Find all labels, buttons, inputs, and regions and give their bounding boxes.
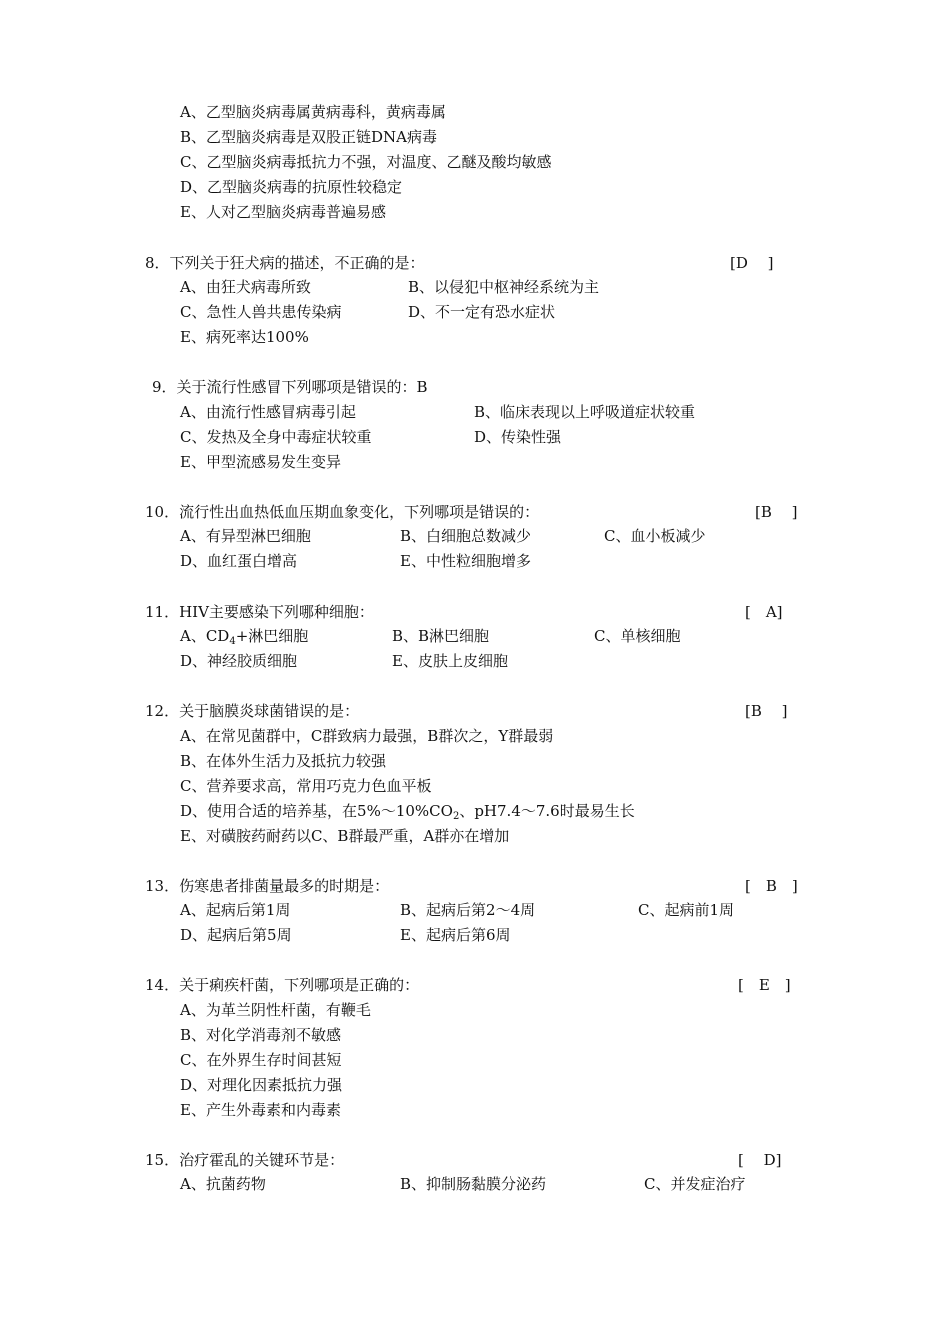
q9-option-d: D、传染性强 xyxy=(474,428,562,446)
q10-option-b: B、白细胞总数减少 xyxy=(400,527,532,545)
q8-option-c: C、急性人兽共患传染病 xyxy=(180,303,342,321)
q10-option-e: E、中性粒细胞增多 xyxy=(400,552,531,570)
q14-option-d: D、对理化因素抵抗力强 xyxy=(180,1076,343,1094)
q9-option-b: B、临床表现以上呼吸道症状较重 xyxy=(474,403,696,421)
q14-stem: 14．关于痢疾杆菌，下列哪项是正确的： xyxy=(145,976,420,994)
q7-option-e: E、人对乙型脑炎病毒普遍易感 xyxy=(180,203,386,221)
q12-option-c: C、营养要求高，常用巧克力色血平板 xyxy=(180,777,432,795)
q8-option-e: E、病死率达100% xyxy=(180,328,309,346)
q9-stem: 9．关于流行性感冒下列哪项是错误的：B xyxy=(152,378,428,396)
q13-option-d: D、起病后第5周 xyxy=(180,926,292,944)
q14-option-e: E、产生外毒素和内毒素 xyxy=(180,1101,341,1119)
q13-option-b: B、起病后第2～4周 xyxy=(400,901,536,919)
q11-answer: [ A] xyxy=(745,603,783,621)
q12-answer: [B ] xyxy=(745,702,788,720)
q8-option-d: D、不一定有恐水症状 xyxy=(408,303,556,321)
q11-option-a: A、$CD_4+$淋巴细胞 xyxy=(180,627,309,647)
q11-option-b: B、B淋巴细胞 xyxy=(392,627,490,645)
q10-answer: [B ] xyxy=(755,503,798,521)
q9-option-a: A、由流行性感冒病毒引起 xyxy=(180,403,356,421)
q10-option-c: C、血小板减少 xyxy=(604,527,706,545)
q14-option-a: A、为革兰阴性杆菌，有鞭毛 xyxy=(180,1001,371,1019)
q12-option-b: B、在体外生活力及抵抗力较强 xyxy=(180,752,387,770)
q8-answer: [D ] xyxy=(730,254,774,272)
q10-option-a: A、有异型淋巴细胞 xyxy=(180,527,311,545)
q15-stem: 15．治疗霍乱的关键环节是： xyxy=(145,1151,345,1169)
q15-answer: [ D] xyxy=(738,1151,782,1169)
q11-option-d: D、神经胶质细胞 xyxy=(180,652,298,670)
q10-stem: 10．流行性出血热低血压期血象变化，下列哪项是错误的： xyxy=(145,503,540,521)
q13-option-e: E、起病后第6周 xyxy=(400,926,511,944)
q9-option-c: C、发热及全身中毒症状较重 xyxy=(180,428,372,446)
q8-stem: 8．下列关于狂犬病的描述，不正确的是： xyxy=(145,254,425,272)
q13-answer: [ B ] xyxy=(745,877,798,895)
q15-option-a: A、抗菌药物 xyxy=(180,1175,266,1193)
q10-option-d: D、血红蛋白增高 xyxy=(180,552,298,570)
q11-stem: 11．HIV主要感染下列哪种细胞： xyxy=(145,603,374,621)
q12-option-e: E、对磺胺药耐药以C、B群最严重，A群亦在增加 xyxy=(180,827,510,845)
q7-option-a: A、乙型脑炎病毒属黄病毒科，黄病毒属 xyxy=(180,103,446,121)
q14-option-c: C、在外界生存时间甚短 xyxy=(180,1051,342,1069)
q8-option-b: B、以侵犯中枢神经系统为主 xyxy=(408,278,600,296)
q13-stem: 13．伤寒患者排菌量最多的时期是： xyxy=(145,877,390,895)
q11-option-c: C、单核细胞 xyxy=(594,627,681,645)
q14-option-b: B、对化学消毒剂不敏感 xyxy=(180,1026,342,1044)
q14-answer: [ E ] xyxy=(738,976,791,994)
q7-option-d: D、乙型脑炎病毒的抗原性较稳定 xyxy=(180,178,403,196)
q12-option-a: A、在常见菌群中，C群致病力最强，B群次之，Y群最弱 xyxy=(180,727,554,745)
q15-option-c: C、并发症治疗 xyxy=(644,1175,746,1193)
q13-option-c: C、起病前1周 xyxy=(638,901,735,919)
q12-option-d: D、使用合适的培养基，在$5\%\sim 10\%CO_2$、pH7.4～7.6时最易生长 xyxy=(180,802,635,822)
q12-stem: 12．关于脑膜炎球菌错误的是： xyxy=(145,702,360,720)
q7-option-b: B、乙型脑炎病毒是双股正链DNA病毒 xyxy=(180,128,438,146)
q15-option-b: B、抑制肠黏膜分泌药 xyxy=(400,1175,547,1193)
q11-option-e: E、皮肤上皮细胞 xyxy=(392,652,508,670)
q9-option-e: E、甲型流感易发生变异 xyxy=(180,453,341,471)
q8-option-a: A、由狂犬病毒所致 xyxy=(180,278,311,296)
q13-option-a: A、起病后第1周 xyxy=(180,901,291,919)
q7-option-c: C、乙型脑炎病毒抵抗力不强，对温度、乙醚及酸均敏感 xyxy=(180,153,552,171)
